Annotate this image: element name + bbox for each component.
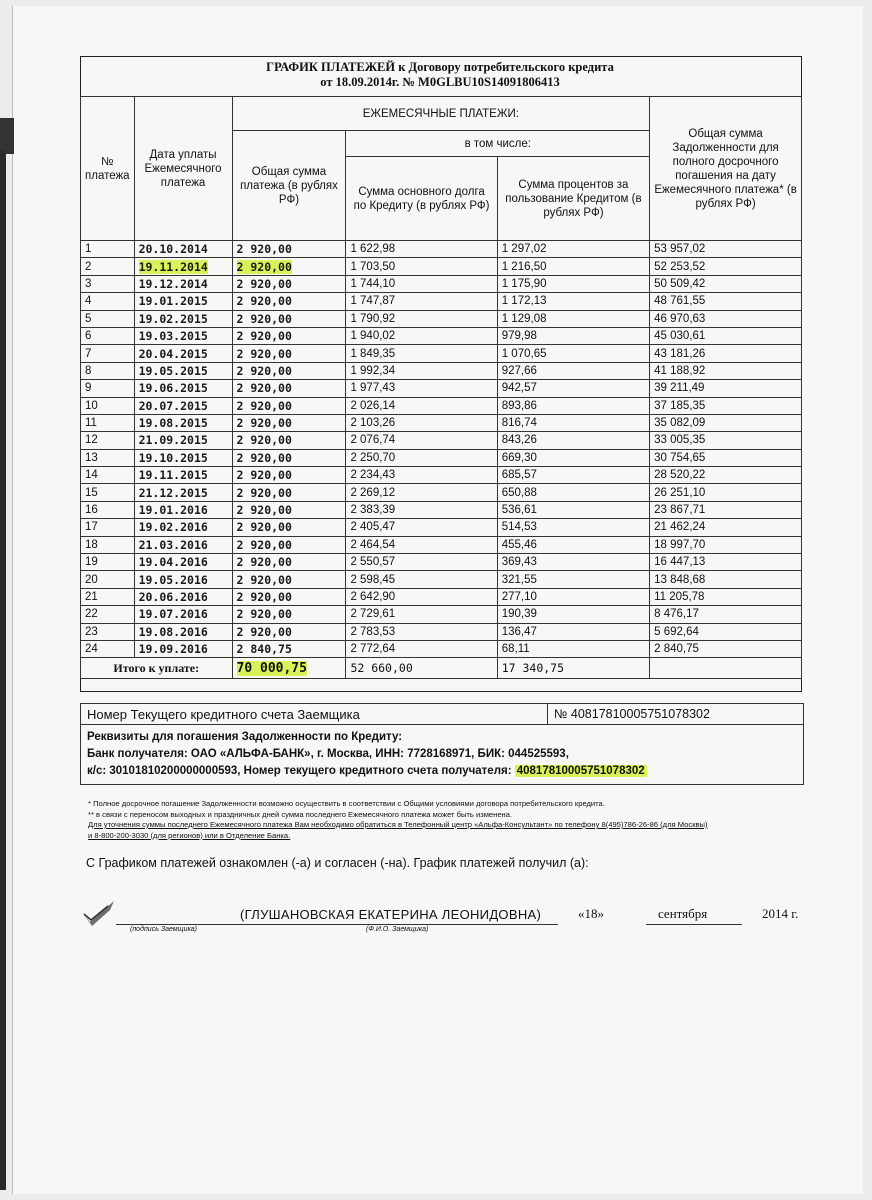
table-row bbox=[81, 345, 802, 362]
row-interest: 514,53 bbox=[497, 519, 649, 536]
row-num: 13 bbox=[81, 449, 135, 466]
row-debt: 5 692,64 bbox=[650, 623, 802, 640]
table-row bbox=[81, 519, 802, 536]
header-including: в том числе: bbox=[346, 131, 650, 157]
row-interest: 893,86 bbox=[497, 397, 649, 414]
row-interest: 979,98 bbox=[497, 327, 649, 344]
row-principal: 1 992,34 bbox=[346, 362, 497, 379]
row-debt: 33 005,35 bbox=[650, 432, 802, 449]
row-principal: 2 598,45 bbox=[346, 571, 497, 588]
row-sum: 2 920,00 bbox=[232, 606, 346, 623]
row-debt: 53 957,02 bbox=[650, 241, 802, 258]
row-sum: 2 920,00 bbox=[232, 449, 346, 466]
footnote-2: ** в связи с переносом выходных и праздничных дней сумма последнего Ежемесячного платежа может быть изменена. bbox=[88, 809, 513, 819]
row-sum: 2 920,00 bbox=[232, 554, 346, 571]
row-sum: 2 920,00 bbox=[232, 519, 346, 536]
table-row bbox=[81, 327, 802, 344]
row-date: 19.02.2016 bbox=[134, 519, 232, 536]
row-interest: 321,55 bbox=[497, 571, 649, 588]
payment-schedule-table bbox=[80, 96, 802, 679]
scan-edge-shadow bbox=[0, 150, 6, 1190]
row-principal: 1 703,50 bbox=[346, 258, 497, 275]
row-principal: 2 405,47 bbox=[346, 519, 497, 536]
row-interest: 942,57 bbox=[497, 380, 649, 397]
table-row bbox=[81, 310, 802, 327]
row-interest: 1 175,90 bbox=[497, 275, 649, 292]
row-interest: 650,88 bbox=[497, 484, 649, 501]
row-debt: 2 840,75 bbox=[650, 640, 802, 657]
row-num: 24 bbox=[81, 640, 135, 657]
row-sum: 2 920,00 bbox=[232, 501, 346, 518]
header-date: Дата уплаты Ежемесячного платежа bbox=[134, 97, 232, 241]
title-line-2: от 18.09.2014г. № M0GLBU10S14091806413 bbox=[320, 75, 560, 89]
table-row bbox=[81, 293, 802, 310]
total-row bbox=[81, 658, 802, 679]
row-date: 19.11.2014 bbox=[134, 258, 232, 275]
row-principal: 2 783,53 bbox=[346, 623, 497, 640]
row-date: 21.09.2015 bbox=[134, 432, 232, 449]
row-debt: 23 867,71 bbox=[650, 501, 802, 518]
table-row bbox=[81, 501, 802, 518]
row-date: 19.01.2016 bbox=[134, 501, 232, 518]
total-label: Итого к уплате: bbox=[81, 658, 233, 679]
requisites-line-2: Банк получателя: ОАО «АЛЬФА-БАНК», г. Москва, ИНН: 7728168971, БИК: 044525593, bbox=[87, 748, 569, 760]
table-row bbox=[81, 258, 802, 275]
name-caption: (Ф.И.О. Заемщика) bbox=[366, 926, 429, 933]
sign-year: 2014 г. bbox=[762, 906, 799, 921]
row-debt: 52 253,52 bbox=[650, 258, 802, 275]
row-interest: 1 129,08 bbox=[497, 310, 649, 327]
title-line-1: ГРАФИК ПЛАТЕЖЕЙ к Договору потребительского кредита bbox=[266, 60, 614, 74]
acknowledgement-text: С Графиком платежей ознакомлен (-а) и согласен (-на). График платежей получил (а): bbox=[86, 856, 589, 870]
row-num: 3 bbox=[81, 275, 135, 292]
table-row bbox=[81, 606, 802, 623]
row-interest: 190,39 bbox=[497, 606, 649, 623]
table-row bbox=[81, 362, 802, 379]
table-row bbox=[81, 241, 802, 258]
row-sum: 2 920,00 bbox=[232, 362, 346, 379]
row-debt: 13 848,68 bbox=[650, 571, 802, 588]
row-principal: 1 849,35 bbox=[346, 345, 497, 362]
row-principal: 1 747,87 bbox=[346, 293, 497, 310]
table-row bbox=[81, 397, 802, 414]
footnote-3: Для уточнения суммы последнего Ежемесячного платежа Вам необходимо обратиться в Телефонный центр «Альфа-Консультант» по телефону 8(495)786-26-86 (для Москвы) bbox=[88, 820, 708, 829]
row-date: 20.04.2015 bbox=[134, 345, 232, 362]
row-sum: 2 920,00 bbox=[232, 588, 346, 605]
recipient-account-highlight: 40817810005751078302 bbox=[516, 765, 645, 777]
row-debt: 43 181,26 bbox=[650, 345, 802, 362]
row-principal: 2 103,26 bbox=[346, 414, 497, 431]
table-row bbox=[81, 449, 802, 466]
row-principal: 2 729,61 bbox=[346, 606, 497, 623]
signature-scribble-icon bbox=[80, 898, 116, 928]
row-num: 8 bbox=[81, 362, 135, 379]
table-row bbox=[81, 275, 802, 292]
table-row bbox=[81, 536, 802, 553]
table-row bbox=[81, 414, 802, 431]
row-sum: 2 920,00 bbox=[232, 571, 346, 588]
table-row bbox=[81, 623, 802, 640]
row-principal: 1 940,02 bbox=[346, 327, 497, 344]
row-debt: 21 462,24 bbox=[650, 519, 802, 536]
row-date: 19.08.2016 bbox=[134, 623, 232, 640]
payment-requisites bbox=[81, 725, 803, 784]
row-debt: 37 185,35 bbox=[650, 397, 802, 414]
row-date: 19.10.2015 bbox=[134, 449, 232, 466]
row-num: 12 bbox=[81, 432, 135, 449]
requisites-line-1: Реквизиты для погашения Задолженности по Кредиту: bbox=[87, 731, 403, 743]
row-num: 23 bbox=[81, 623, 135, 640]
row-date: 19.12.2014 bbox=[134, 275, 232, 292]
document-title bbox=[80, 60, 800, 90]
row-date: 19.08.2015 bbox=[134, 414, 232, 431]
row-interest: 369,43 bbox=[497, 554, 649, 571]
signature-caption: (подпись Заемщика) bbox=[130, 926, 197, 933]
row-interest: 669,30 bbox=[497, 449, 649, 466]
row-principal: 2 026,14 bbox=[346, 397, 497, 414]
account-label: Номер Текущего кредитного счета Заемщика bbox=[87, 706, 360, 722]
borrower-name: (ГЛУШАНОВСКАЯ ЕКАТЕРИНА ЛЕОНИДОВНА) bbox=[240, 907, 542, 922]
row-date: 19.07.2016 bbox=[134, 606, 232, 623]
row-sum: 2 920,00 bbox=[232, 310, 346, 327]
row-debt: 39 211,49 bbox=[650, 380, 802, 397]
row-sum: 2 920,00 bbox=[232, 275, 346, 292]
total-principal: 52 660,00 bbox=[346, 658, 497, 679]
row-date: 20.10.2014 bbox=[134, 241, 232, 258]
account-number: № 40817810005751078302 bbox=[547, 704, 803, 724]
row-principal: 2 250,70 bbox=[346, 449, 497, 466]
row-interest: 136,47 bbox=[497, 623, 649, 640]
row-sum: 2 920,00 bbox=[232, 327, 346, 344]
header-monthly: ЕЖЕМЕСЯЧНЫЕ ПЛАТЕЖИ: bbox=[232, 97, 650, 131]
row-interest: 1 297,02 bbox=[497, 241, 649, 258]
footnotes bbox=[88, 799, 808, 841]
row-interest: 455,46 bbox=[497, 536, 649, 553]
row-principal: 2 076,74 bbox=[346, 432, 497, 449]
header-debt: Общая сумма Задолженности для полного досрочного погашения на дату Ежемесячного платежа* (в рублях РФ) bbox=[650, 97, 802, 241]
row-principal: 2 642,90 bbox=[346, 588, 497, 605]
row-debt: 18 997,70 bbox=[650, 536, 802, 553]
row-interest: 927,66 bbox=[497, 362, 649, 379]
total-interest: 17 340,75 bbox=[497, 658, 649, 679]
row-num: 16 bbox=[81, 501, 135, 518]
row-num: 19 bbox=[81, 554, 135, 571]
row-date: 21.03.2016 bbox=[134, 536, 232, 553]
row-num: 18 bbox=[81, 536, 135, 553]
row-debt: 45 030,61 bbox=[650, 327, 802, 344]
table-row bbox=[81, 640, 802, 657]
row-principal: 1 622,98 bbox=[346, 241, 497, 258]
row-debt: 11 205,78 bbox=[650, 588, 802, 605]
row-date: 19.01.2015 bbox=[134, 293, 232, 310]
header-num: № платежа bbox=[81, 97, 135, 241]
row-sum: 2 920,00 bbox=[232, 467, 346, 484]
row-sum: 2 920,00 bbox=[232, 258, 346, 275]
row-date: 19.09.2016 bbox=[134, 640, 232, 657]
row-interest: 843,26 bbox=[497, 432, 649, 449]
row-interest: 1 216,50 bbox=[497, 258, 649, 275]
row-sum: 2 920,00 bbox=[232, 414, 346, 431]
row-sum: 2 920,00 bbox=[232, 397, 346, 414]
row-num: 14 bbox=[81, 467, 135, 484]
row-num: 17 bbox=[81, 519, 135, 536]
row-interest: 68,11 bbox=[497, 640, 649, 657]
sign-day: «18» bbox=[578, 906, 604, 921]
row-debt: 50 509,42 bbox=[650, 275, 802, 292]
row-principal: 2 383,39 bbox=[346, 501, 497, 518]
row-sum: 2 920,00 bbox=[232, 484, 346, 501]
sign-month: сентября bbox=[658, 906, 708, 921]
row-num: 22 bbox=[81, 606, 135, 623]
row-debt: 26 251,10 bbox=[650, 484, 802, 501]
signature-area bbox=[80, 898, 810, 938]
row-date: 19.06.2015 bbox=[134, 380, 232, 397]
row-debt: 48 761,55 bbox=[650, 293, 802, 310]
row-interest: 816,74 bbox=[497, 414, 649, 431]
row-num: 10 bbox=[81, 397, 135, 414]
row-num: 1 bbox=[81, 241, 135, 258]
table-row bbox=[81, 484, 802, 501]
row-principal: 1 977,43 bbox=[346, 380, 497, 397]
row-date: 19.05.2015 bbox=[134, 362, 232, 379]
row-interest: 1 172,13 bbox=[497, 293, 649, 310]
month-line bbox=[646, 924, 742, 925]
row-debt: 30 754,65 bbox=[650, 449, 802, 466]
row-num: 2 bbox=[81, 258, 135, 275]
row-num: 20 bbox=[81, 571, 135, 588]
row-sum: 2 920,00 bbox=[232, 380, 346, 397]
row-debt: 28 520,22 bbox=[650, 467, 802, 484]
scan-edge-mark bbox=[0, 118, 14, 154]
row-sum: 2 920,00 bbox=[232, 345, 346, 362]
row-principal: 2 464,54 bbox=[346, 536, 497, 553]
table-row bbox=[81, 467, 802, 484]
row-num: 11 bbox=[81, 414, 135, 431]
row-principal: 2 269,12 bbox=[346, 484, 497, 501]
header-interest: Сумма процентов за пользование Кредитом (в рублях РФ) bbox=[497, 157, 649, 241]
name-line bbox=[238, 924, 558, 925]
row-principal: 2 550,57 bbox=[346, 554, 497, 571]
total-debt-empty bbox=[650, 658, 802, 679]
footnote-1: * Полное досрочное погашение Задолженности возможно осуществить в соответствии с Общими условиями договора потребительского кредита. bbox=[88, 799, 605, 808]
row-interest: 536,61 bbox=[497, 501, 649, 518]
table-row bbox=[81, 588, 802, 605]
row-num: 5 bbox=[81, 310, 135, 327]
row-date: 19.04.2016 bbox=[134, 554, 232, 571]
row-date: 19.11.2015 bbox=[134, 467, 232, 484]
row-date: 19.05.2016 bbox=[134, 571, 232, 588]
row-date: 19.03.2015 bbox=[134, 327, 232, 344]
row-interest: 277,10 bbox=[497, 588, 649, 605]
footnote-4: и 8-800-200-3030 (для регионов) или в Отделение Банка. bbox=[88, 830, 291, 840]
row-principal: 1 790,92 bbox=[346, 310, 497, 327]
row-sum: 2 920,00 bbox=[232, 241, 346, 258]
row-date: 19.02.2015 bbox=[134, 310, 232, 327]
table-row bbox=[81, 554, 802, 571]
row-date: 21.12.2015 bbox=[134, 484, 232, 501]
row-interest: 685,57 bbox=[497, 467, 649, 484]
row-sum: 2 920,00 bbox=[232, 432, 346, 449]
table-row bbox=[81, 432, 802, 449]
row-num: 21 bbox=[81, 588, 135, 605]
row-num: 7 bbox=[81, 345, 135, 362]
table-row bbox=[81, 571, 802, 588]
row-num: 6 bbox=[81, 327, 135, 344]
total-sum: 70 000,75 bbox=[232, 658, 346, 679]
row-debt: 35 082,09 bbox=[650, 414, 802, 431]
row-interest: 1 070,65 bbox=[497, 345, 649, 362]
row-debt: 8 476,17 bbox=[650, 606, 802, 623]
row-debt: 41 188,92 bbox=[650, 362, 802, 379]
row-date: 20.06.2016 bbox=[134, 588, 232, 605]
row-sum: 2 920,00 bbox=[232, 623, 346, 640]
row-sum: 2 920,00 bbox=[232, 293, 346, 310]
row-num: 15 bbox=[81, 484, 135, 501]
row-debt: 16 447,13 bbox=[650, 554, 802, 571]
table-row bbox=[81, 380, 802, 397]
row-sum: 2 840,75 bbox=[232, 640, 346, 657]
row-principal: 2 772,64 bbox=[346, 640, 497, 657]
row-debt: 46 970,63 bbox=[650, 310, 802, 327]
row-num: 4 bbox=[81, 293, 135, 310]
row-num: 9 bbox=[81, 380, 135, 397]
header-total-sum: Общая сумма платежа (в рублях РФ) bbox=[232, 131, 346, 241]
row-sum: 2 920,00 bbox=[232, 536, 346, 553]
requisites-line-3: к/с: 30101810200000000593, Номер текущего кредитного счета получателя: 40817810005751078302 bbox=[87, 765, 645, 777]
row-date: 20.07.2015 bbox=[134, 397, 232, 414]
row-principal: 2 234,43 bbox=[346, 467, 497, 484]
row-principal: 1 744,10 bbox=[346, 275, 497, 292]
header-principal: Сумма основного долга по Кредиту (в рублях РФ) bbox=[346, 157, 497, 241]
account-block bbox=[80, 703, 804, 785]
